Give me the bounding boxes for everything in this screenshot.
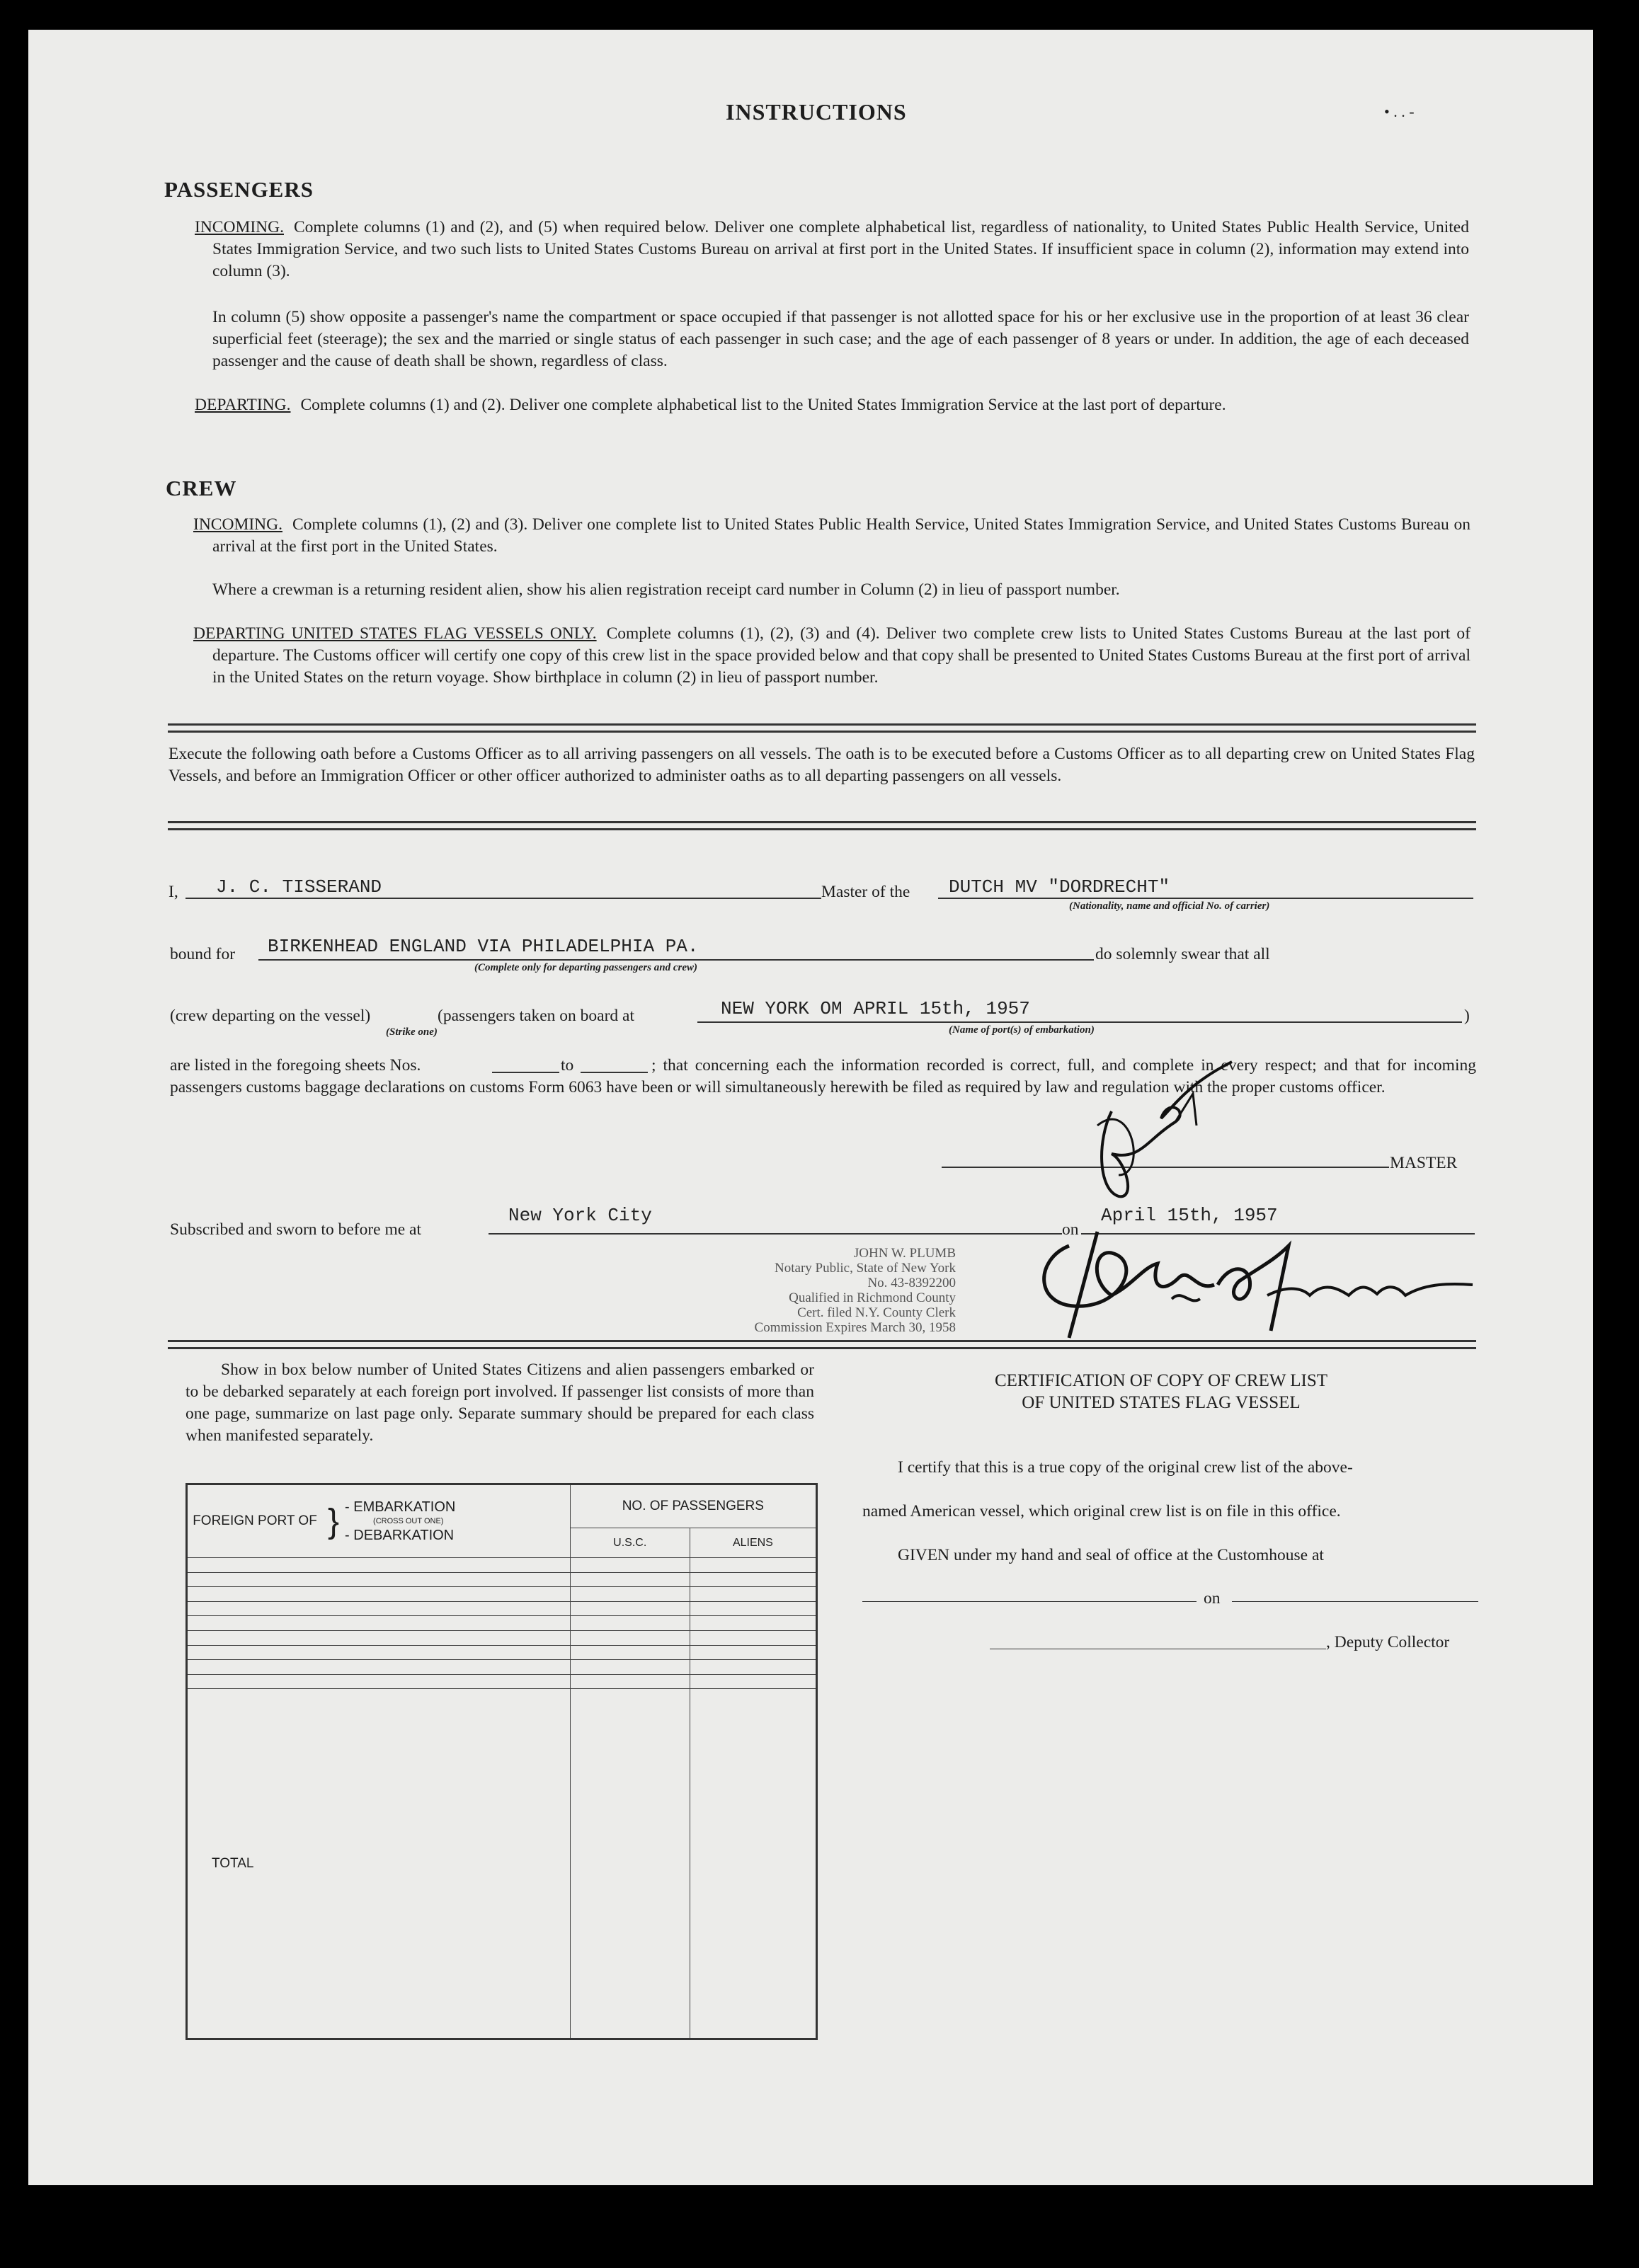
foreign-port-header: FOREIGN PORT OF: [193, 1513, 317, 1528]
certify-text-1: I certify that this is a true copy of the original crew list of the above-: [898, 1458, 1353, 1477]
deputy-collector-label: , Deputy Collector: [1326, 1633, 1450, 1651]
table-row: [187, 1674, 817, 1689]
debarkation-option: - DEBARKATION: [345, 1528, 455, 1543]
brace-icon: }: [328, 1502, 340, 1540]
subscribed-place-line: [489, 1233, 1062, 1235]
usc-cell[interactable]: [570, 1601, 690, 1616]
total-row: [187, 1689, 817, 2039]
aliens-cell[interactable]: [690, 1558, 816, 1573]
crew-departing-text: Complete columns (1), (2), (3) and (4). Deliver two complete crew lists to United States Customs Bureau at the last port of departure. The Customs officer will certify one copy of this crew list in the space provided below and that copy shall be presented to United States Customs Bureau at the first port of arrival in the United States on the return voyage. Show birthplace in column (2) in lieu of passport number.: [212, 624, 1470, 687]
embark-port: NEW YORK OM APRIL 15th, 1957: [721, 998, 1030, 1019]
aliens-cell[interactable]: [690, 1660, 816, 1675]
cert-on-label: on: [1204, 1589, 1221, 1608]
usc-cell[interactable]: [570, 1572, 690, 1587]
embarkation-option: - EMBARKATION: [345, 1499, 456, 1515]
bound-caption: (Complete only for departing passengers and crew): [474, 962, 697, 973]
table-row: [187, 1616, 817, 1631]
port-cell[interactable]: [187, 1572, 571, 1587]
stamp-line: No. 43-8392200: [867, 1276, 956, 1290]
aliens-cell[interactable]: [690, 1616, 816, 1631]
table-row: [187, 1660, 817, 1675]
listed-text-1: are listed in the foregoing sheets Nos.: [170, 1056, 421, 1075]
usc-header: U.S.C.: [570, 1528, 690, 1558]
oath-intro: Execute the following oath before a Customs Officer as to all arriving passengers on all vessels. The oath is to be executed before a Customs Officer as to all departing crew on United States Flag Vessels, and before an Immigration Officer or other officer authorized to administer oaths as to all departing passengers on all vessels.: [169, 745, 1475, 785]
crew-incoming-text: Complete columns (1), (2) and (3). Deliver one complete list to United States Public Health Service, United States Immigration Service, and United States Customs Bureau on arrival at the first port in the United States.: [212, 515, 1470, 556]
strike-caption: (Strike one): [386, 1026, 438, 1038]
aliens-cell[interactable]: [690, 1674, 816, 1689]
vessel-caption: (Nationality, name and official No. of carrier): [1069, 900, 1270, 912]
port-header-cell: [187, 1484, 571, 1558]
section-divider: [168, 1340, 1476, 1349]
table-row: [187, 1558, 817, 1573]
master-signature: [1069, 1055, 1253, 1203]
embark-caption: (Name of port(s) of embarkation): [949, 1024, 1095, 1036]
passengers-incoming-text: Complete columns (1) and (2), and (5) when required below. Deliver one complete alphabetical list, regardless of nationality, to United States Public Health Service, United States Immigration Service, and two such lists to United States Customs Bureau on arrival at first port in the United States. If insufficient space in column (2), information may extend into column (3).: [212, 218, 1469, 280]
master-name: J. C. TISSERAND: [216, 876, 382, 898]
certification-title-line1: CERTIFICATION OF COPY OF CREW LIST: [994, 1371, 1328, 1390]
subscribed-on-label: on: [1062, 1220, 1079, 1239]
table-row: [187, 1630, 817, 1645]
embark-line: [697, 1021, 1462, 1023]
port-cell[interactable]: [187, 1674, 571, 1689]
aliens-total-cell[interactable]: [690, 1689, 816, 2039]
cross-out-note: (CROSS OUT ONE): [373, 1517, 444, 1525]
port-cell[interactable]: [187, 1587, 571, 1602]
notary-stamp: [729, 1246, 956, 1335]
passengers-header: NO. OF PASSENGERS: [570, 1484, 816, 1528]
table-row: [187, 1587, 817, 1602]
swear-text: do solemnly swear that all: [1095, 945, 1270, 963]
corner-marks: • . . -: [1384, 103, 1415, 120]
table-row: [187, 1572, 817, 1587]
stamp-line: Notary Public, State of New York: [775, 1261, 956, 1276]
table-row: [187, 1601, 817, 1616]
crew-departing-label: DEPARTING UNITED STATES FLAG VESSELS ONLY.: [193, 624, 597, 643]
table-header-row: [187, 1484, 817, 1528]
stamp-line: Cert. filed N.Y. County Clerk: [797, 1305, 956, 1320]
passengers-departing-label: DEPARTING.: [195, 396, 291, 414]
given-text: GIVEN under my hand and seal of office at the Customhouse at: [898, 1546, 1324, 1564]
master-of-label: Master of the: [821, 883, 910, 901]
port-cell[interactable]: [187, 1558, 571, 1573]
listed-text-2: ; that concerning each the information recorded is correct, full, and complete in every respect; and that for incoming passengers customs baggage declarations on customs Form 6063 have been or will simultaneously herewith be filed as required by law and regulation with the proper customs officer.: [170, 1056, 1476, 1096]
usc-cell[interactable]: [570, 1558, 690, 1573]
port-cell[interactable]: [187, 1630, 571, 1645]
passengers-incoming-paragraph: [195, 217, 1469, 282]
port-cell[interactable]: [187, 1645, 571, 1660]
usc-cell[interactable]: [570, 1674, 690, 1689]
summary-note: Show in box below number of United States Citizens and alien passengers embarked or to be debarked separately at each foreign port involved. If passenger list consists of more than one page, summarize on last page only. Separate summary should be prepared for each class when manifested separately.: [185, 1361, 814, 1445]
aliens-cell[interactable]: [690, 1601, 816, 1616]
close-paren: ): [1464, 1007, 1470, 1025]
notary-signature: [1027, 1218, 1480, 1345]
passenger-summary-table: [185, 1483, 818, 2040]
listed-to: to: [561, 1056, 574, 1075]
aliens-cell[interactable]: [690, 1572, 816, 1587]
crew-departing-paragraph: [193, 623, 1470, 689]
usc-cell[interactable]: [570, 1587, 690, 1602]
passengers-departing-text: Complete columns (1) and (2). Deliver one complete alphabetical list to the United States Immigration Service at the last port of departure.: [300, 396, 1226, 414]
section-divider: [168, 821, 1476, 830]
vessel-line: [938, 898, 1473, 899]
stamp-line: JOHN W. PLUMB: [853, 1246, 956, 1261]
section-divider: [168, 723, 1476, 733]
certification-title-line2: OF UNITED STATES FLAG VESSEL: [1022, 1393, 1301, 1412]
passengers-taken-option: (passengers taken on board at: [438, 1007, 634, 1025]
port-cell[interactable]: [187, 1616, 571, 1631]
customhouse-line[interactable]: [862, 1601, 1197, 1602]
crew-incoming-paragraph: [193, 514, 1470, 558]
total-label: TOTAL: [187, 1689, 571, 2039]
subscribed-text: Subscribed and sworn to before me at: [170, 1220, 422, 1239]
subscribed-date: April 15th, 1957: [1101, 1205, 1278, 1226]
usc-total-cell[interactable]: [570, 1689, 690, 2039]
vessel-name: DUTCH MV "DORDRECHT": [949, 876, 1170, 898]
certify-text-2: named American vessel, which original crew list is on file in this office.: [862, 1502, 1341, 1520]
passengers-departing-paragraph: [195, 394, 1469, 416]
table-row: [187, 1645, 817, 1660]
oath-i-label: I,: [169, 883, 178, 901]
passengers-incoming-label: INCOMING.: [195, 218, 284, 236]
usc-cell[interactable]: [570, 1660, 690, 1675]
usc-cell[interactable]: [570, 1630, 690, 1645]
aliens-cell[interactable]: [690, 1587, 816, 1602]
bound-for-label: bound for: [170, 945, 236, 963]
bound-for-value: BIRKENHEAD ENGLAND VIA PHILADELPHIA PA.: [268, 936, 699, 957]
bound-for-line: [258, 959, 1094, 961]
crew-incoming-label: INCOMING.: [193, 515, 282, 534]
subscribed-place: New York City: [508, 1205, 652, 1226]
usc-cell[interactable]: [570, 1616, 690, 1631]
passengers-heading: PASSENGERS: [164, 177, 314, 202]
aliens-cell[interactable]: [690, 1645, 816, 1660]
column5-paragraph: In column (5) show opposite a passenger's name the compartment or space occupied if that passenger is not allotted space for his or her exclusive use in the proportion of at least 36 clear superficial feet (steerage); the sex and the married or single status of each passenger in such case; and the age of each passenger of 8 years or under. In addition, the age of each deceased passenger and the cause of death shall be shown, regardless of class.: [212, 308, 1469, 370]
master-label: MASTER: [1390, 1154, 1458, 1172]
cert-date-line[interactable]: [1232, 1601, 1478, 1602]
certification-title: [843, 1370, 1480, 1414]
aliens-cell[interactable]: [690, 1630, 816, 1645]
stamp-line: Qualified in Richmond County: [789, 1290, 956, 1305]
stamp-line: Commission Expires March 30, 1958: [754, 1320, 956, 1335]
page-title: INSTRUCTIONS: [726, 99, 907, 125]
port-cell[interactable]: [187, 1601, 571, 1616]
usc-cell[interactable]: [570, 1645, 690, 1660]
crew-departing-option: (crew departing on the vessel): [170, 1007, 371, 1025]
crew-resident-paragraph: Where a crewman is a returning resident alien, show his alien registration receipt card number in Column (2) in lieu of passport number.: [212, 580, 1120, 599]
port-cell[interactable]: [187, 1660, 571, 1675]
crew-heading: CREW: [166, 476, 237, 500]
aliens-header: ALIENS: [690, 1528, 816, 1558]
master-name-line: [185, 898, 821, 899]
